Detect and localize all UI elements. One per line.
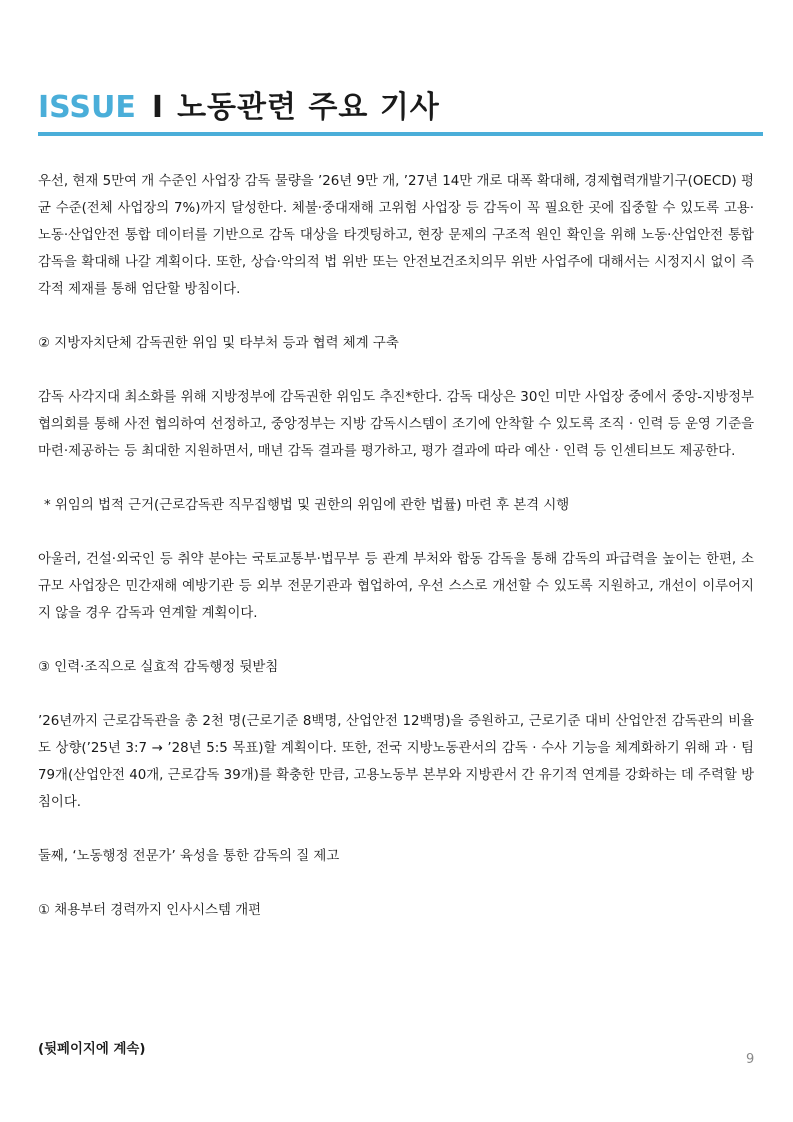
paragraph-joint-inspection: 아울러, 건설·외국인 등 취약 분야는 국토교통부·법무부 등 관계 부처와 합동 감독을 통해 감독의 파급력을 높이는 한편, 소규모 사업장은 민간재해 예방기관 등 외부 전문기관과 협업하여, 우선 스스로 개선할 수 있도록 지원하고, 개선이 이루어지지 않을 경우 감독과 연계할 계획이다. bbox=[38, 552, 754, 621]
continued-note: (뒷페이지에 계속) bbox=[38, 1042, 146, 1057]
spacer bbox=[38, 303, 754, 330]
paragraph-staff-increase: ’26년까지 근로감독관을 총 2천 명(근로기준 8백명, 산업안전 12백명)을 증원하고, 근로기준 대비 산업안전 감독관의 비율도 상향(’25년 3:7 → ’28년 5:5 목표)할 계획이다. 또한, 전국 지방노동관서의 감독 · 수사 기능을 체계화하기 위해 과 · 팀 79개(산업안전 40개, 근로감독 39개)를 확충한 만큼, 고용노동부 본부와 지방관서 간 유기적 연계를 강화하는 데 주력할 방침이다. bbox=[38, 714, 755, 810]
header-divider bbox=[38, 132, 763, 136]
subheading-second: 둘째, ‘노동행정 전문가’ 육성을 통한 감독의 질 제고 bbox=[38, 849, 340, 864]
issue-label: ISSUE bbox=[38, 90, 136, 125]
subheading-local-government: ② 지방자치단체 감독권한 위임 및 타부처 등과 협력 체계 구축 bbox=[38, 336, 399, 351]
spacer bbox=[38, 870, 754, 897]
subheading-organization: ③ 인력·조직으로 실효적 감독행정 뒷받침 bbox=[38, 660, 279, 675]
paragraph-inspection-expansion: 우선, 현재 5만여 개 수준인 사업장 감독 물량을 ’26년 9만 개, ’27년 14만 개로 대폭 확대해, 경제협력개발기구(OECD) 평균 수준(전체 사업장의 7%)까지 달성한다. 체불·중대재해 고위험 사업장 등 감독이 꼭 필요한 곳에 집중할 수 있도록 고용·노동·산업안전 통합 데이터를 기반으로 감독 대상을 타겟팅하고, 현장 문제의 구조적 원인 확인을 위해 노동·산업안전 통합감독을 확대해 나갈 계획이다. 또한, 상습·악의적 법 위반 또는 안전보건조치의무 위반 사업주에 대해서는 시정지시 없이 즉각적 제재를 통해 엄단할 방침이다. bbox=[38, 174, 754, 297]
section-heading: 노동관련 주요 기사 bbox=[177, 90, 440, 125]
issue-title bbox=[38, 84, 440, 132]
issue-separator: I bbox=[151, 90, 164, 125]
spacer bbox=[38, 465, 754, 492]
article-body bbox=[38, 168, 754, 924]
spacer bbox=[38, 681, 754, 708]
page-header bbox=[38, 84, 763, 136]
spacer bbox=[38, 357, 754, 384]
spacer bbox=[38, 816, 754, 843]
spacer bbox=[38, 627, 754, 654]
subheading-hr-system: ① 채용부터 경력까지 인사시스템 개편 bbox=[38, 903, 262, 918]
paragraph-delegation: 감독 사각지대 최소화를 위해 지방정부에 감독권한 위임도 추진*한다. 감독 대상은 30인 미만 사업장 중에서 중앙-지방정부 협의회를 통해 사전 협의하여 선정하고, 중앙정부는 지방 감독시스템이 조기에 안착할 수 있도록 조직 · 인력 등 운영 기준을 마련·제공하는 등 최대한 지원하면서, 매년 감독 결과를 평가하고, 평가 결과에 따라 예산 · 인력 등 인센티브도 제공한다. bbox=[38, 390, 754, 459]
page-number: 9 bbox=[746, 1052, 755, 1067]
footnote-legal-basis: * 위임의 법적 근거(근로감독관 직무집행법 및 권한의 위임에 관한 법률) 마련 후 본격 시행 bbox=[44, 498, 570, 513]
spacer bbox=[38, 519, 754, 546]
